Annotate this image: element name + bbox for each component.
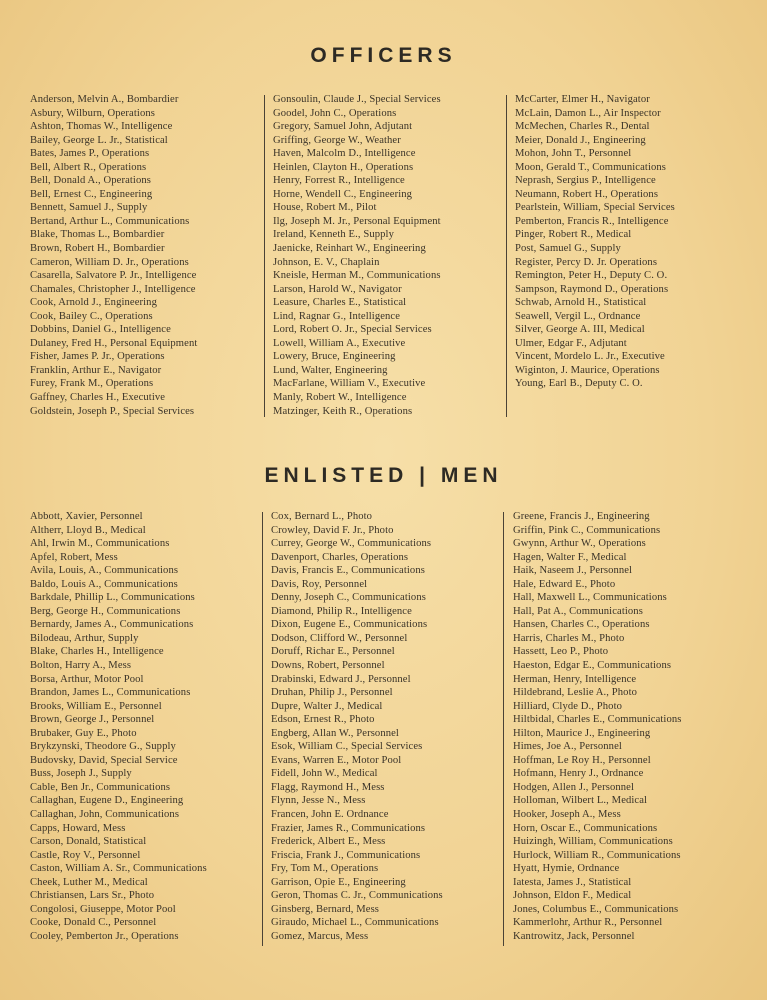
roster-entry: Anderson, Melvin A., Bombardier [30,94,179,105]
roster-entry: Ilg, Joseph M. Jr., Personal Equipment [273,215,441,227]
roster-entry: Hiltbidal, Charles E., Communications [513,714,682,726]
roster-entry: Remington, Peter H., Deputy C. O. [515,270,668,282]
roster-entry: Lowery, Bruce, Engineering [273,351,396,363]
roster-entry: Hurlock, William R., Communications [513,849,681,861]
roster-entry: Engberg, Allan W., Personnel [271,727,399,739]
roster-entry: House, Robert M., Pilot [273,202,377,214]
roster-entry: Young, Earl B., Deputy C. O. [515,378,643,390]
roster-entry: Edson, Ernest R., Photo [271,714,375,726]
roster-entry: Bell, Donald A., Operations [30,175,151,187]
roster-entry: Cameron, William D. Jr., Operations [30,256,189,268]
roster-entry: Dupre, Walter J., Medical [271,700,383,712]
roster-entry: Schwab, Arnold H., Statistical [515,297,647,309]
roster-entry: McCarter, Elmer H., Navigator [515,94,650,105]
roster-entry: Borsa, Arthur, Motor Pool [30,673,144,685]
roster-entry: Downs, Robert, Personnel [271,660,385,672]
roster-entry: Flynn, Jesse N., Mess [271,795,366,807]
roster-entry: Goldstein, Joseph P., Special Services [30,405,195,417]
officers-column-3 [515,93,675,391]
roster-entry: Hilliard, Clyde D., Photo [513,700,623,712]
enlisted-column-1 [30,510,207,944]
roster-entry: Brooks, William E., Personnel [30,700,162,712]
roster-entry: Cooke, Donald C., Personnel [30,917,157,929]
roster-entry: Fisher, James P. Jr., Operations [30,351,165,363]
roster-entry: Gregory, Samuel John, Adjutant [273,121,413,133]
roster-entry: Dulaney, Fred H., Personal Equipment [30,337,198,349]
roster-entry: Ahl, Irwin M., Communications [30,538,170,550]
roster-entry: Pinger, Robert R., Medical [515,229,632,241]
roster-entry: Barkdale, Phillip L., Communications [30,592,195,604]
roster-entry: Hall, Pat A., Communications [513,605,643,617]
officers-column-2 [273,93,441,418]
roster-entry: Kammerlohr, Arthur R., Personnel [513,917,663,929]
roster-entry: Budovsky, David, Special Service [30,754,178,766]
roster-entry: Flagg, Raymond H., Mess [271,781,385,793]
roster-entry: Ulmer, Edgar F., Adjutant [515,337,627,349]
roster-entry: Doruff, Richar E., Personnel [271,646,395,658]
roster-entry: Meier, Donald J., Engineering [515,134,646,146]
roster-entry: Diamond, Philip R., Intelligence [271,605,412,617]
roster-entry: Bell, Albert R., Operations [30,161,147,173]
roster-entry: Friscia, Frank J., Communications [271,849,421,861]
roster-entry: Buss, Joseph J., Supply [30,768,132,780]
roster-entry: Bernardy, James A., Communications [30,619,194,631]
roster-entry: Callaghan, John, Communications [30,809,180,821]
enlisted-men-heading: ENLISTED | MEN [264,464,503,487]
roster-entry: Davenport, Charles, Operations [271,551,409,563]
roster-entry: Lund, Walter, Engineering [273,364,388,376]
roster-entry: Fidell, John W., Medical [271,768,378,780]
roster-entry: Frazier, James R., Communications [271,822,426,834]
roster-entry: Hall, Maxwell L., Communications [513,592,667,604]
roster-entry: Currey, George W., Communications [271,538,432,550]
roster-entry: Leasure, Charles E., Statistical [273,297,407,309]
roster-entry: Bates, James P., Operations [30,148,150,160]
roster-entry: Cox, Bernard L., Photo [271,511,373,522]
roster-entry: Lord, Robert O. Jr., Special Services [273,324,432,336]
officers-heading: OFFICERS [310,44,457,67]
roster-entry: Davis, Roy, Personnel [271,578,368,590]
column-divider [262,512,263,946]
roster-entry: Berg, George H., Communications [30,605,181,617]
roster-entry: Neumann, Robert H., Operations [515,188,659,200]
roster-entry: Gomez, Marcus, Mess [271,930,369,942]
roster-entry: Seawell, Vergil L., Ordnance [515,310,641,322]
roster-entry: Mohon, John T., Personnel [515,148,632,160]
roster-entry: Blake, Charles H., Intelligence [30,646,164,658]
roster-entry: Cheek, Luther M., Medical [30,876,148,888]
roster-entry: Congolosi, Giuseppe, Motor Pool [30,903,176,915]
enlisted-column-2 [271,510,443,944]
roster-entry: Pemberton, Francis R., Intelligence [515,215,669,227]
roster-entry: Cooley, Pemberton Jr., Operations [30,930,179,942]
roster-entry: Hoffman, Le Roy H., Personnel [513,754,651,766]
roster-entry: Dobbins, Daniel G., Intelligence [30,324,171,336]
roster-entry: Ginsberg, Bernard, Mess [271,903,380,915]
roster-entry: Cable, Ben Jr., Communications [30,781,171,793]
roster-entry: Pearlstein, William, Special Services [515,202,675,214]
roster-entry: Cook, Arnold J., Engineering [30,297,157,309]
roster-entry: Francen, John E. Ordnance [271,809,389,821]
roster-entry: Fry, Tom M., Operations [271,863,379,875]
roster-entry: Hassett, Leo P., Photo [513,646,609,658]
roster-entry: Brown, George J., Personnel [30,714,155,726]
roster-entry: Kneisle, Herman M., Communications [273,270,441,282]
roster-entry: Drabinski, Edward J., Personnel [271,673,411,685]
roster-entry: Christiansen, Lars Sr., Photo [30,890,155,902]
roster-entry: Moon, Gerald T., Communications [515,161,667,173]
roster-entry: Register, Percy D. Jr. Operations [515,256,658,268]
roster-entry: Post, Samuel G., Supply [515,243,621,255]
roster-entry: Bailey, George L. Jr., Statistical [30,134,168,146]
roster-entry: Esok, William C., Special Services [271,741,423,753]
roster-entry: Goodel, John C., Operations [273,107,397,119]
roster-entry: Casarella, Salvatore P. Jr., Intelligence [30,270,197,282]
roster-entry: Frederick, Albert E., Mess [271,836,386,848]
roster-entry: Avila, Louis, A., Communications [30,565,179,577]
roster-entry: Kantrowitz, Jack, Personnel [513,930,635,942]
roster-entry: Abbott, Xavier, Personnel [30,511,143,522]
roster-entry: Haik, Naseem J., Personnel [513,565,633,577]
roster-entry: Asbury, Wilburn, Operations [30,107,155,119]
roster-entry: Cook, Bailey C., Operations [30,310,153,322]
roster-entry: Hodgen, Allen J., Personnel [513,781,634,793]
roster-entry: Brown, Robert H., Bombardier [30,243,165,255]
roster-entry: Iatesta, James J., Statistical [513,876,632,888]
roster-entry: Lowell, William A., Executive [273,337,406,349]
roster-entry: Brykzynski, Theodore G., Supply [30,741,176,753]
roster-entry: Gonsoulin, Claude J., Special Services [273,94,441,105]
roster-entry: Horne, Wendell C., Engineering [273,188,413,200]
roster-entry: Bolton, Harry A., Mess [30,660,132,672]
roster-entry: Vincent, Mordelo L. Jr., Executive [515,351,665,363]
roster-entry: Geron, Thomas C. Jr., Communications [271,890,443,902]
roster-entry: Greene, Francis J., Engineering [513,511,650,522]
roster-entry: Hansen, Charles C., Operations [513,619,650,631]
roster-entry: Lind, Ragnar G., Intelligence [273,310,401,322]
roster-entry: Callaghan, Eugene D., Engineering [30,795,184,807]
roster-entry: Chamales, Christopher J., Intelligence [30,283,196,295]
roster-entry: Manly, Robert W., Intelligence [273,392,407,404]
roster-entry: Hyatt, Hymie, Ordnance [513,863,620,875]
roster-entry: Ireland, Kenneth E., Supply [273,229,394,241]
roster-entry: Hooker, Joseph A., Mess [513,809,621,821]
roster-entry: Larson, Harold W., Navigator [273,283,402,295]
roster-entry: Bennett, Samuel J., Supply [30,202,148,214]
roster-entry: Sampson, Raymond D., Operations [515,283,669,295]
roster-entry: Furey, Frank M., Operations [30,378,154,390]
roster-entry: Baldo, Louis A., Communications [30,578,178,590]
roster-entry: Gwynn, Arthur W., Operations [513,538,646,550]
roster-entry: Franklin, Arthur E., Navigator [30,364,162,376]
roster-entry: Ashton, Thomas W., Intelligence [30,121,173,133]
roster-entry: Bertand, Arthur L., Communications [30,215,190,227]
roster-entry: Himes, Joe A., Personnel [513,741,622,753]
roster-entry: Dodson, Clifford W., Personnel [271,632,408,644]
roster-entry: Heinlen, Clayton H., Operations [273,161,414,173]
roster-entry: Garrison, Opie E., Engineering [271,876,406,888]
roster-entry: Altherr, Lloyd B., Medical [30,524,146,536]
roster-entry: Jaenicke, Reinhart W., Engineering [273,243,426,255]
roster-entry: Brandon, James L., Communications [30,687,191,699]
roster-entry: Dixon, Eugene E., Communications [271,619,428,631]
roster-entry: Denny, Joseph C., Communications [271,592,426,604]
roster-entry: Evans, Warren E., Motor Pool [271,754,402,766]
roster-entry: MacFarlane, William V., Executive [273,378,426,390]
column-divider [506,95,507,417]
column-divider [264,95,265,417]
roster-entry: Hofmann, Henry J., Ordnance [513,768,644,780]
roster-entry: Caston, William A. Sr., Communications [30,863,207,875]
roster-entry: Silver, George A. III, Medical [515,324,645,336]
roster-entry: Griffing, George W., Weather [273,134,401,146]
roster-entry: Johnson, Eldon F., Medical [513,890,632,902]
roster-entry: Davis, Francis E., Communications [271,565,425,577]
roster-entry: Castle, Roy V., Personnel [30,849,141,861]
roster-entry: Crowley, David F. Jr., Photo [271,524,394,536]
roster-entry: Hildebrand, Leslie A., Photo [513,687,638,699]
roster-entry: Carson, Donald, Statistical [30,836,147,848]
roster-entry: Bell, Ernest C., Engineering [30,188,153,200]
roster-entry: Wiginton, J. Maurice, Operations [515,364,660,376]
roster-entry: Hale, Edward E., Photo [513,578,616,590]
roster-entry: McLain, Damon L., Air Inspector [515,107,661,119]
roster-entry: Hagen, Walter F., Medical [513,551,627,563]
roster-entry: Griffin, Pink C., Communications [513,524,661,536]
roster-entry: Matzinger, Keith R., Operations [273,405,413,417]
column-divider [503,512,504,946]
roster-entry: Jones, Columbus E., Communications [513,903,679,915]
roster-entry: Haven, Malcolm D., Intelligence [273,148,416,160]
roster-entry: McMechen, Charles R., Dental [515,121,650,133]
roster-entry: Haeston, Edgar E., Communications [513,660,672,672]
roster-entry: Henry, Forrest R., Intelligence [273,175,405,187]
roster-entry: Harris, Charles M., Photo [513,632,625,644]
roster-entry: Capps, Howard, Mess [30,822,126,834]
officers-column-1 [30,93,197,418]
roster-entry: Neprash, Sergius P., Intelligence [515,175,656,187]
roster-entry: Huizingh, William, Communications [513,836,673,848]
roster-entry: Hilton, Maurice J., Engineering [513,727,651,739]
roster-entry: Druhan, Philip J., Personnel [271,687,393,699]
roster-entry: Giraudo, Michael L., Communications [271,917,439,929]
roster-entry: Johnson, E. V., Chaplain [273,256,380,268]
roster-entry: Horn, Oscar E., Communications [513,822,658,834]
roster-entry: Herman, Henry, Intelligence [513,673,637,685]
roster-entry: Bilodeau, Arthur, Supply [30,632,139,644]
roster-entry: Brubaker, Guy E., Photo [30,727,137,739]
roster-entry: Holloman, Wilbert L., Medical [513,795,648,807]
roster-entry: Blake, Thomas L., Bombardier [30,229,165,241]
roster-entry: Gaffney, Charles H., Executive [30,392,166,404]
roster-entry: Apfel, Robert, Mess [30,551,118,563]
enlisted-column-3 [513,510,681,944]
